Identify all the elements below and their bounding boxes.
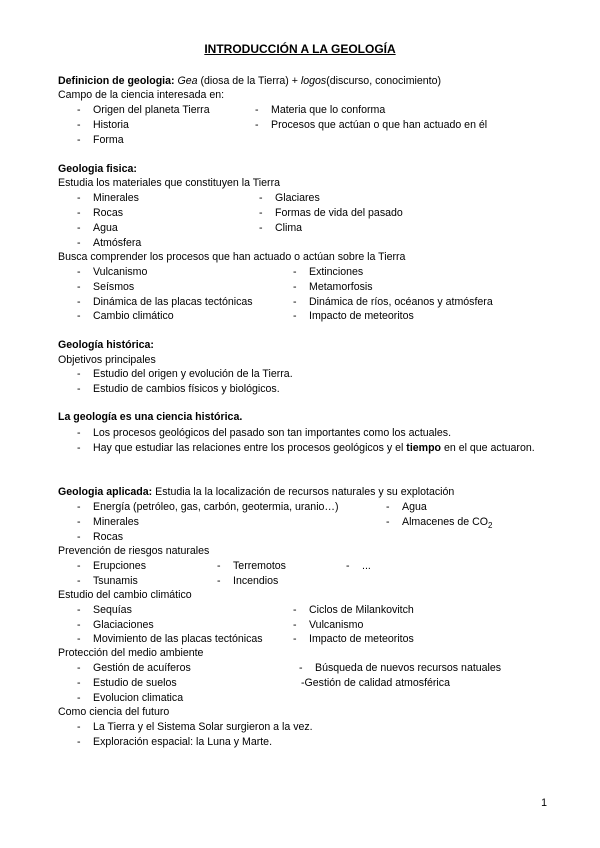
item-text: Gestión de calidad atmosférica	[304, 677, 450, 689]
list-item: - Glaciares	[275, 192, 320, 205]
list-item: - Impacto de meteoritos	[309, 310, 414, 323]
list-item	[402, 516, 492, 532]
list-item: - Forma	[93, 134, 124, 147]
list-item: - Vulcanismo	[309, 619, 363, 632]
list-item: - Agua	[93, 222, 118, 235]
item-text: Hay que estudiar las relaciones entre los procesos geológicos y el	[93, 442, 404, 454]
list-item: - Origen del planeta Tierra	[93, 104, 210, 117]
list-item: - Erupciones	[93, 560, 146, 573]
list-item: - Formas de vida del pasado	[275, 207, 403, 220]
emphasis-word: tiempo	[406, 442, 442, 454]
gea-description: (diosa de la Tierra) +	[200, 75, 298, 87]
section-heading: Geología histórica:	[58, 339, 154, 351]
list-item: - Extinciones	[309, 266, 363, 279]
list-item: - Agua	[402, 501, 427, 514]
list-item: - Impacto de meteoritos	[309, 633, 414, 646]
definition-label: Definicion de geologia:	[58, 75, 175, 87]
section-intro: Estudia la la localización de recursos naturales y su explotación	[155, 486, 455, 498]
list-item: - Ciclos de Milankovitch	[309, 604, 414, 617]
list-item	[93, 441, 549, 456]
list-item: - Rocas	[93, 207, 123, 220]
list-item: - Cambio climático	[93, 310, 174, 323]
section-intro: Estudio del cambio climático	[58, 589, 192, 601]
list-item: - Minerales	[93, 516, 139, 529]
gea-term: Gea	[177, 75, 198, 87]
list-item: - Atmósfera	[93, 237, 141, 250]
list-item: - La Tierra y el Sistema Solar surgieron a la vez.	[93, 721, 313, 734]
list-item: - Evolucion climatica	[93, 692, 183, 705]
list-item: - Estudio de suelos	[93, 677, 177, 690]
item-text: en el que actuaron.	[443, 442, 535, 454]
list-item: - Energía (petróleo, gas, carbón, geotermia, uranio…)	[93, 501, 339, 514]
subscript: 2	[487, 521, 493, 531]
list-item: - Metamorfosis	[309, 281, 373, 294]
list-item: - Estudio de cambios físicos y biológicos.	[93, 383, 280, 396]
list-item: -Gestión de calidad atmosférica	[301, 677, 450, 689]
definition-line	[58, 75, 441, 88]
section-heading: La geología es una ciencia histórica.	[58, 411, 243, 423]
list-item: - Minerales	[93, 192, 139, 205]
list-item: - Dinámica de las placas tectónicas	[93, 296, 253, 309]
section-intro: Protección del medio ambiente	[58, 647, 204, 659]
campo-intro: Campo de la ciencia interesada en:	[58, 89, 225, 101]
logos-term: logos	[300, 75, 327, 87]
list-item: - Historia	[93, 119, 129, 132]
page-number: 1	[541, 797, 547, 809]
item-text: Almacenes de CO	[402, 516, 488, 528]
list-item: - Rocas	[93, 531, 123, 544]
list-item: - Gestión de acuíferos	[93, 662, 191, 675]
list-item: - ...	[362, 560, 371, 573]
section-heading: Geologia fisica:	[58, 163, 137, 175]
list-item: - Vulcanismo	[93, 266, 147, 279]
list-item: - Los procesos geológicos del pasado son tan importantes como los actuales.	[93, 427, 451, 440]
list-item: - Búsqueda de nuevos recursos natuales	[315, 662, 501, 675]
list-item: - Dinámica de ríos, océanos y atmósfera	[309, 296, 493, 309]
list-item: - Glaciaciones	[93, 619, 154, 632]
section-intro: Busca comprender los procesos que han actuado o actúan sobre la Tierra	[58, 251, 406, 263]
list-item: - Materia que lo conforma	[271, 104, 385, 117]
list-item: - Tsunamis	[93, 575, 138, 588]
section-intro: Objetivos principales	[58, 354, 156, 366]
list-item: - Movimiento de las placas tectónicas	[93, 633, 263, 646]
list-item: - Incendios	[233, 575, 278, 588]
logos-description: (discurso, conocimiento)	[326, 75, 442, 87]
list-item: - Procesos que actúan o que han actuado en él	[271, 119, 487, 132]
list-item: - Terremotos	[233, 560, 286, 573]
list-item: - Exploración espacial: la Luna y Marte.	[93, 736, 272, 749]
list-item: - Sequías	[93, 604, 132, 617]
section-intro: Estudia los materiales que constituyen la Tierra	[58, 177, 280, 189]
section-heading: Geologia aplicada:	[58, 486, 153, 498]
section-intro: Como ciencia del futuro	[58, 706, 170, 718]
section-intro: Prevención de riesgos naturales	[58, 545, 210, 557]
applied-intro-line	[58, 486, 454, 499]
page-title: INTRODUCCIÓN A LA GEOLOGÍA	[204, 42, 396, 56]
list-item: - Seísmos	[93, 281, 134, 294]
list-item: - Estudio del origen y evolución de la Tierra.	[93, 368, 293, 381]
list-item: - Clima	[275, 222, 302, 235]
